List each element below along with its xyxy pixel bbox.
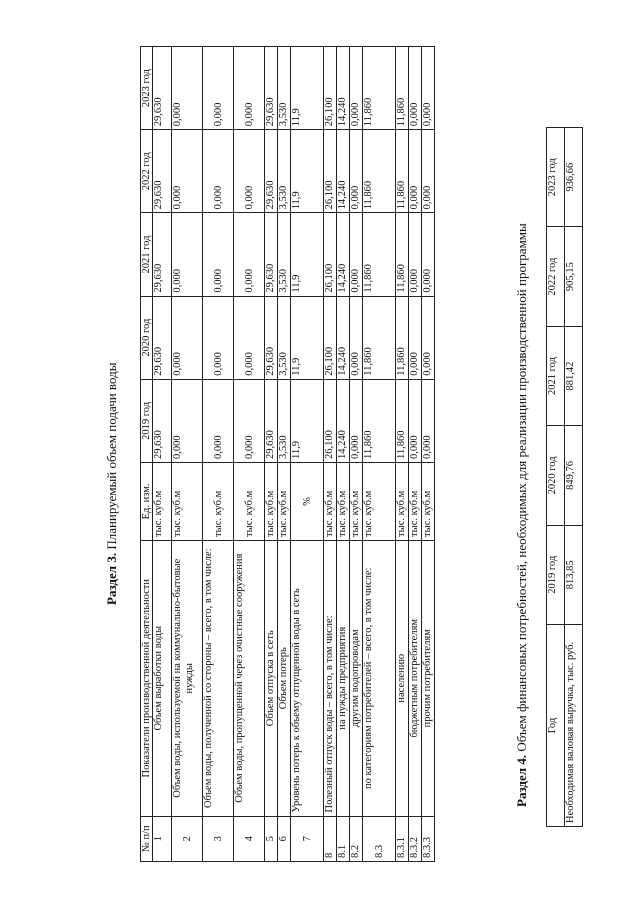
cell-value: 14,240 — [337, 47, 350, 130]
header-cell: Ед. изм. — [141, 462, 153, 540]
cell-value: 0,000 — [172, 47, 203, 130]
header-cell: 2023 год — [141, 47, 153, 130]
header-cell: 2020 год — [141, 296, 153, 379]
cell-value: 29,630 — [153, 296, 172, 379]
row-unit: тыс. куб.м — [234, 462, 265, 540]
year-header: 2020 год — [547, 426, 565, 525]
row-number: 8.2 — [350, 816, 363, 861]
cell-value: 11,860 — [396, 130, 409, 213]
cell-value: 0,000 — [422, 379, 435, 462]
cell-value: 11,860 — [363, 379, 396, 462]
cell-value: 0,000 — [172, 130, 203, 213]
row-number: 8.3 — [363, 816, 396, 861]
cell-value: 14,240 — [337, 296, 350, 379]
row-indicator: Объем выработки воды — [153, 540, 172, 816]
cell-value: 0,000 — [409, 47, 422, 130]
table-row — [565, 128, 583, 827]
table-row — [172, 47, 203, 862]
row-indicator: Полезный отпуск воды – всего, в том числе: — [324, 540, 337, 816]
row-indicator: бюджетным потребителям — [409, 540, 422, 816]
row-indicator: по категориям потребителей – всего, в том числе: — [363, 540, 396, 816]
financial-needs-table — [546, 127, 583, 827]
cell-value: 29,630 — [153, 47, 172, 130]
cell-value: 0,000 — [422, 130, 435, 213]
cell-value: 0,000 — [234, 379, 265, 462]
year-header: 2023 год — [547, 128, 565, 227]
cell-value: 11,9 — [291, 130, 324, 213]
table-row — [234, 47, 265, 862]
cell-value: 29,630 — [265, 47, 278, 130]
cell-value: 29,630 — [153, 213, 172, 296]
row-indicator: другим водопроводам — [350, 540, 363, 816]
cell-value: 0,000 — [350, 213, 363, 296]
cell-value: 11,860 — [363, 213, 396, 296]
row-unit: тыс. куб.м — [265, 462, 278, 540]
row-indicator: Объем воды, пропущенной через очистные сооружения — [234, 540, 265, 816]
cell-value: 0,000 — [234, 213, 265, 296]
row-number: 8.3.1 — [396, 816, 409, 861]
cell-value: 11,860 — [396, 379, 409, 462]
header-cell: 2021 год — [141, 213, 153, 296]
cell-value: 11,860 — [396, 47, 409, 130]
cell-value: 0,000 — [203, 130, 234, 213]
row-indicator: Объем воды, полученной со стороны – всего, в том числе: — [203, 540, 234, 816]
cell-value: 0,000 — [203, 213, 234, 296]
cell-value: 0,000 — [203, 296, 234, 379]
table-header-row — [141, 47, 153, 862]
row-unit: тыс. куб.м — [422, 462, 435, 540]
cell-value: 881,42 — [565, 326, 583, 425]
cell-value: 11,9 — [291, 213, 324, 296]
cell-value: 0,000 — [409, 130, 422, 213]
row-number: 2 — [172, 816, 203, 861]
row-unit: тыс. куб.м — [203, 462, 234, 540]
row-unit: тыс. куб.м — [324, 462, 337, 540]
row-unit: тыс. куб.м — [350, 462, 363, 540]
row-unit: тыс. куб.м — [278, 462, 291, 540]
cell-value: 11,9 — [291, 379, 324, 462]
cell-value: 0,000 — [234, 47, 265, 130]
row-number: 8 — [324, 816, 337, 861]
cell-value: 0,000 — [350, 130, 363, 213]
cell-value: 14,240 — [337, 130, 350, 213]
cell-value: 11,9 — [291, 47, 324, 130]
row-unit: % — [291, 462, 324, 540]
cell-value: 29,630 — [265, 379, 278, 462]
cell-value: 0,000 — [422, 47, 435, 130]
row-number: 5 — [265, 816, 278, 861]
table-row — [324, 47, 337, 862]
cell-value: 0,000 — [350, 296, 363, 379]
table-row — [203, 47, 234, 862]
header-cell: Год — [547, 625, 565, 827]
cell-value: 26,100 — [324, 47, 337, 130]
table-row — [409, 47, 422, 862]
header-cell: 2022 год — [141, 130, 153, 213]
row-indicator: населению — [396, 540, 409, 816]
table-row — [396, 47, 409, 862]
row-unit: тыс. куб.м — [337, 462, 350, 540]
cell-value: 0,000 — [350, 47, 363, 130]
header-cell: 2019 год — [141, 379, 153, 462]
cell-value: 29,630 — [153, 379, 172, 462]
cell-value: 29,630 — [265, 130, 278, 213]
row-indicator: прочим потребителям — [422, 540, 435, 816]
cell-value: 0,000 — [422, 213, 435, 296]
row-number: 4 — [234, 816, 265, 861]
cell-value: 0,000 — [203, 379, 234, 462]
cell-value: 0,000 — [350, 379, 363, 462]
row-number: 8.1 — [337, 816, 350, 861]
cell-value: 0,000 — [409, 296, 422, 379]
cell-value: 11,860 — [363, 296, 396, 379]
cell-value: 11,860 — [363, 130, 396, 213]
row-unit: тыс. куб.м — [363, 462, 396, 540]
row-unit: тыс. куб.м — [409, 462, 422, 540]
table-header-row — [547, 128, 565, 827]
cell-value: 29,630 — [153, 130, 172, 213]
cell-value: 3,530 — [278, 379, 291, 462]
row-number: 3 — [203, 816, 234, 861]
table-row — [265, 47, 278, 862]
cell-value: 3,530 — [278, 47, 291, 130]
row-indicator: Объем отпуска в сеть — [265, 540, 278, 816]
cell-value: 3,530 — [278, 296, 291, 379]
cell-value: 11,9 — [291, 296, 324, 379]
cell-value: 11,860 — [396, 296, 409, 379]
cell-value: 0,000 — [409, 379, 422, 462]
row-number: 8.3.2 — [409, 816, 422, 861]
section-3-title — [104, 363, 120, 605]
section-4-title — [514, 223, 530, 807]
section-4-title-text: Объем финансовых потребностей, необходимых для реализации производственной программы — [514, 223, 529, 755]
cell-value: 3,530 — [278, 130, 291, 213]
header-cell: Показатели производственной деятельности — [141, 540, 153, 816]
cell-value: 0,000 — [172, 379, 203, 462]
table-row — [291, 47, 324, 862]
row-label: Необходимая валовая выручка, тыс. руб. — [565, 625, 583, 827]
cell-value: 26,100 — [324, 213, 337, 296]
cell-value: 0,000 — [234, 130, 265, 213]
year-header: 2022 год — [547, 227, 565, 326]
row-number: 1 — [153, 816, 172, 861]
table-row — [278, 47, 291, 862]
cell-value: 813,85 — [565, 525, 583, 624]
table-row — [363, 47, 396, 862]
table-row — [337, 47, 350, 862]
table-row — [350, 47, 363, 862]
row-unit: тыс. куб.м — [396, 462, 409, 540]
section-4-title-number: Раздел 4. — [514, 754, 529, 807]
row-unit: тыс. куб.м — [172, 462, 203, 540]
cell-value: 0,000 — [172, 213, 203, 296]
row-number: 6 — [278, 816, 291, 861]
cell-value: 11,860 — [396, 213, 409, 296]
year-header: 2019 год — [547, 525, 565, 624]
row-indicator: Объем воды, используемой на коммунально-бытовые нужды — [172, 540, 203, 816]
cell-value: 26,100 — [324, 296, 337, 379]
cell-value: 26,100 — [324, 130, 337, 213]
row-indicator: Уровень потерь к объему отпущенной воды в сеть — [291, 540, 324, 816]
row-unit: тыс. куб.м — [153, 462, 172, 540]
cell-value: 0,000 — [172, 296, 203, 379]
cell-value: 905,15 — [565, 227, 583, 326]
row-number: 7 — [291, 816, 324, 861]
cell-value: 3,530 — [278, 213, 291, 296]
section-3-title-number: Раздел 3. — [104, 552, 119, 605]
row-number: 8.3.3 — [422, 816, 435, 861]
table-row — [153, 47, 172, 862]
cell-value: 0,000 — [409, 213, 422, 296]
cell-value: 11,860 — [363, 47, 396, 130]
row-indicator: на нужды предприятия — [337, 540, 350, 816]
cell-value: 0,000 — [422, 296, 435, 379]
cell-value: 29,630 — [265, 296, 278, 379]
cell-value: 26,100 — [324, 379, 337, 462]
year-header: 2021 год — [547, 326, 565, 425]
cell-value: 14,240 — [337, 379, 350, 462]
cell-value: 0,000 — [234, 296, 265, 379]
water-supply-volume-table — [140, 46, 435, 862]
cell-value: 14,240 — [337, 213, 350, 296]
row-indicator: Объем потерь — [278, 540, 291, 816]
cell-value: 849,76 — [565, 426, 583, 525]
section-3-title-text: Планируемый объем подачи воды — [104, 362, 119, 553]
header-cell: № п/п — [141, 816, 153, 861]
cell-value: 936,66 — [565, 128, 583, 227]
cell-value: 0,000 — [203, 47, 234, 130]
cell-value: 29,630 — [265, 213, 278, 296]
table-row — [422, 47, 435, 862]
